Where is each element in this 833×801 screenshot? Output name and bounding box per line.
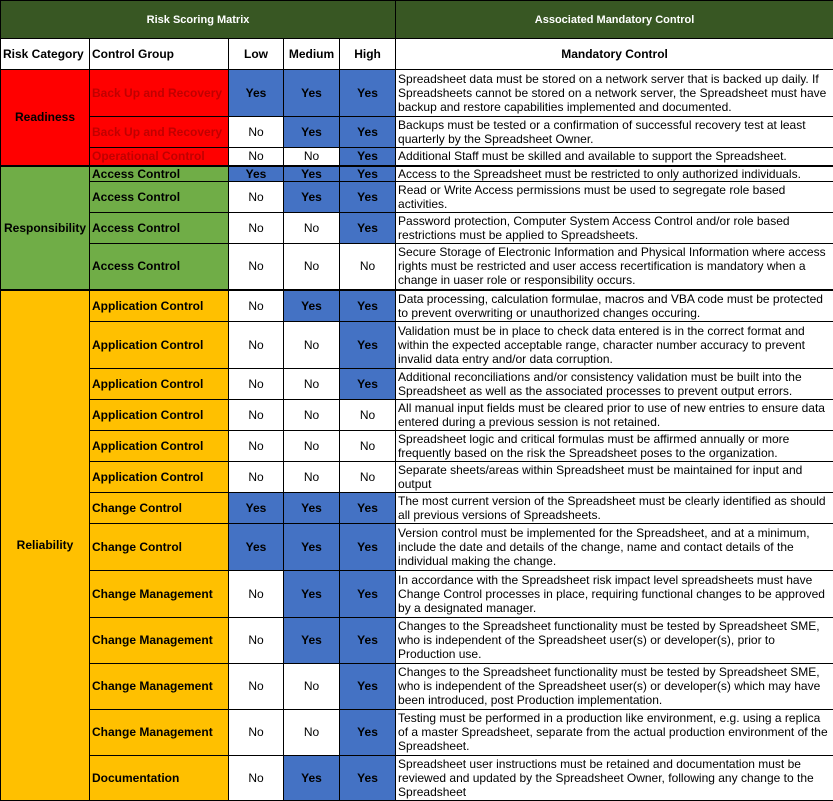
control-group-cell: Application Control xyxy=(90,368,229,399)
high-score-cell: Yes xyxy=(340,148,396,166)
high-score-cell: Yes xyxy=(340,709,396,755)
low-score-cell: No xyxy=(229,368,284,399)
medium-score-cell: Yes xyxy=(284,290,340,321)
high-score-cell: Yes xyxy=(340,523,396,570)
control-group-cell: Application Control xyxy=(90,321,229,368)
mandatory-control-text: Spreadsheet data must be stored on a network server that is backed up daily. If Spreadsheets cannot be stored on a network server, the Spreadsheet must have backup and restore capabilities implemented and documented. xyxy=(396,70,833,117)
high-score-cell: Yes xyxy=(340,321,396,368)
risk-category-responsibility: Responsibility xyxy=(1,166,90,291)
control-group-cell: Access Control xyxy=(90,166,229,182)
control-group-cell: Change Control xyxy=(90,523,229,570)
low-score-cell: Yes xyxy=(229,70,284,117)
medium-score-cell: Yes xyxy=(284,755,340,800)
medium-score-cell: No xyxy=(284,321,340,368)
risk-category-reliability: Reliability xyxy=(1,290,90,800)
high-score-cell: Yes xyxy=(340,70,396,117)
low-score-cell: Yes xyxy=(229,523,284,570)
high-score-cell: No xyxy=(340,243,396,290)
matrix-row xyxy=(1,181,833,212)
low-score-cell: No xyxy=(229,430,284,461)
control-group-cell: Back Up and Recovery xyxy=(90,117,229,148)
low-score-cell: Yes xyxy=(229,166,284,182)
low-score-cell: No xyxy=(229,461,284,492)
high-score-cell: No xyxy=(340,430,396,461)
risk-category-readiness: Readiness xyxy=(1,70,90,166)
control-group-cell: Change Control xyxy=(90,492,229,523)
mandatory-control-text: Additional Staff must be skilled and available to support the Spreadsheet. xyxy=(396,148,833,166)
high-score-cell: Yes xyxy=(340,368,396,399)
control-group-cell: Operational Control xyxy=(90,148,229,166)
control-group-cell: Access Control xyxy=(90,212,229,243)
mandatory-control-text: Secure Storage of Electronic Information and Physical Information where access rights must be restricted and user access recertification is mandatory when a change in uaser role or responsibility occurs. xyxy=(396,243,833,290)
risk-scoring-matrix-title: Risk Scoring Matrix xyxy=(1,1,396,39)
medium-score-cell: Yes xyxy=(284,166,340,182)
high-score-cell: Yes xyxy=(340,492,396,523)
mandatory-control-text: In accordance with the Spreadsheet risk impact level spreadsheets must have Change Control processes in place, requiring functional changes to be approved by a designated manager. xyxy=(396,570,833,617)
medium-score-cell: No xyxy=(284,243,340,290)
high-score-cell: No xyxy=(340,399,396,430)
mandatory-control-text: Spreadsheet user instructions must be retained and documentation must be reviewed and updated by the Spreadsheet Owner, following any change to the Spreadsheet xyxy=(396,755,833,800)
low-score-cell: No xyxy=(229,181,284,212)
medium-score-cell: No xyxy=(284,148,340,166)
medium-score-cell: No xyxy=(284,212,340,243)
mandatory-control-text: Backups must be tested or a confirmation of successful recovery test at least quarterly by the Spreadsheet Owner. xyxy=(396,117,833,148)
control-group-cell: Change Management xyxy=(90,709,229,755)
medium-score-cell: Yes xyxy=(284,570,340,617)
high-score-cell: Yes xyxy=(340,570,396,617)
low-score-cell: No xyxy=(229,290,284,321)
high-score-cell: Yes xyxy=(340,117,396,148)
high-score-cell: Yes xyxy=(340,212,396,243)
header-risk-category: Risk Category xyxy=(1,39,90,70)
matrix-row xyxy=(1,617,833,663)
matrix-row xyxy=(1,243,833,290)
matrix-row xyxy=(1,492,833,523)
low-score-cell: No xyxy=(229,755,284,800)
mandatory-control-text: Version control must be implemented for the Spreadsheet, and at a minimum, include the date and details of the change, name and contact details of the individual making the change. xyxy=(396,523,833,570)
control-group-cell: Application Control xyxy=(90,399,229,430)
matrix-row xyxy=(1,523,833,570)
header-mandatory-control: Mandatory Control xyxy=(396,39,833,70)
control-group-cell: Back Up and Recovery xyxy=(90,70,229,117)
matrix-row xyxy=(1,166,833,182)
low-score-cell: No xyxy=(229,321,284,368)
control-group-cell: Access Control xyxy=(90,243,229,290)
control-group-cell: Application Control xyxy=(90,290,229,321)
mandatory-control-text: Password protection, Computer System Access Control and/or role based restrictions must be applied to Spreadsheets. xyxy=(396,212,833,243)
control-group-cell: Application Control xyxy=(90,430,229,461)
control-group-cell: Application Control xyxy=(90,461,229,492)
matrix-row xyxy=(1,755,833,800)
medium-score-cell: No xyxy=(284,430,340,461)
matrix-row xyxy=(1,117,833,148)
mandatory-control-text: All manual input fields must be cleared prior to use of new entries to ensure data entered during a previous session is not retained. xyxy=(396,399,833,430)
matrix-row xyxy=(1,570,833,617)
low-score-cell: No xyxy=(229,212,284,243)
high-score-cell: Yes xyxy=(340,755,396,800)
control-group-cell: Access Control xyxy=(90,181,229,212)
medium-score-cell: No xyxy=(284,399,340,430)
matrix-row xyxy=(1,368,833,399)
medium-score-cell: Yes xyxy=(284,117,340,148)
mandatory-control-text: Changes to the Spreadsheet functionality must be tested by Spreadsheet SME, who is independent of the Spreadsheet user(s) or developer(s), prior to Production use. xyxy=(396,617,833,663)
matrix-row xyxy=(1,461,833,492)
medium-score-cell: No xyxy=(284,709,340,755)
header-high: High xyxy=(340,39,396,70)
high-score-cell: Yes xyxy=(340,290,396,321)
matrix-row xyxy=(1,399,833,430)
mandatory-control-text: The most current version of the Spreadsheet must be clearly identified as should all previous versions of Spreadsheets. xyxy=(396,492,833,523)
matrix-row xyxy=(1,321,833,368)
mandatory-control-text: Testing must be performed in a production like environment, e.g. using a replica of a master Spreadsheet, separate from the actual production environment of the Spreadsheet. xyxy=(396,709,833,755)
matrix-row xyxy=(1,430,833,461)
control-group-cell: Change Management xyxy=(90,663,229,709)
matrix-row xyxy=(1,663,833,709)
medium-score-cell: No xyxy=(284,663,340,709)
low-score-cell: No xyxy=(229,148,284,166)
high-score-cell: Yes xyxy=(340,617,396,663)
medium-score-cell: Yes xyxy=(284,181,340,212)
matrix-row xyxy=(1,148,833,166)
low-score-cell: No xyxy=(229,399,284,430)
low-score-cell: No xyxy=(229,663,284,709)
high-score-cell: Yes xyxy=(340,166,396,182)
low-score-cell: No xyxy=(229,117,284,148)
low-score-cell: No xyxy=(229,709,284,755)
matrix-row xyxy=(1,290,833,321)
control-group-cell: Change Management xyxy=(90,617,229,663)
medium-score-cell: Yes xyxy=(284,617,340,663)
mandatory-control-text: Read or Write Access permissions must be used to segregate role based activities. xyxy=(396,181,833,212)
mandatory-control-text: Data processing, calculation formulae, macros and VBA code must be protected to prevent overwriting or unauthorized changes occuring. xyxy=(396,290,833,321)
mandatory-control-text: Additional reconciliations and/or consistency validation must be built into the Spreadsheet as well as the associated processes to prevent output errors. xyxy=(396,368,833,399)
low-score-cell: No xyxy=(229,617,284,663)
low-score-cell: Yes xyxy=(229,492,284,523)
mandatory-control-text: Separate sheets/areas within Spreadsheet must be maintained for input and output xyxy=(396,461,833,492)
mandatory-control-text: Validation must be in place to check data entered is in the correct format and within the expected acceptable range, character number accuracy to prevent invalid data entry and/or data corruption. xyxy=(396,321,833,368)
mandatory-control-text: Changes to the Spreadsheet functionality must be tested by Spreadsheet SME, who is independent of the Spreadsheet user(s) or developer(s) which may have been introduced, post Production implementation. xyxy=(396,663,833,709)
control-group-cell: Change Management xyxy=(90,570,229,617)
medium-score-cell: Yes xyxy=(284,70,340,117)
mandatory-control-text: Spreadsheet logic and critical formulas must be affirmed annually or more frequently based on the risk the Spreadsheet poses to the organization. xyxy=(396,430,833,461)
header-control-group: Control Group xyxy=(90,39,229,70)
control-group-cell: Documentation xyxy=(90,755,229,800)
matrix-row xyxy=(1,70,833,117)
matrix-row xyxy=(1,709,833,755)
header-low: Low xyxy=(229,39,284,70)
matrix-row xyxy=(1,212,833,243)
low-score-cell: No xyxy=(229,243,284,290)
medium-score-cell: No xyxy=(284,368,340,399)
mandatory-control-text: Access to the Spreadsheet must be restricted to only authorized individuals. xyxy=(396,166,833,182)
high-score-cell: No xyxy=(340,461,396,492)
header-medium: Medium xyxy=(284,39,340,70)
high-score-cell: Yes xyxy=(340,181,396,212)
high-score-cell: Yes xyxy=(340,663,396,709)
associated-mandatory-control-title: Associated Mandatory Control xyxy=(396,1,833,39)
medium-score-cell: Yes xyxy=(284,523,340,570)
medium-score-cell: Yes xyxy=(284,492,340,523)
low-score-cell: No xyxy=(229,570,284,617)
medium-score-cell: No xyxy=(284,461,340,492)
